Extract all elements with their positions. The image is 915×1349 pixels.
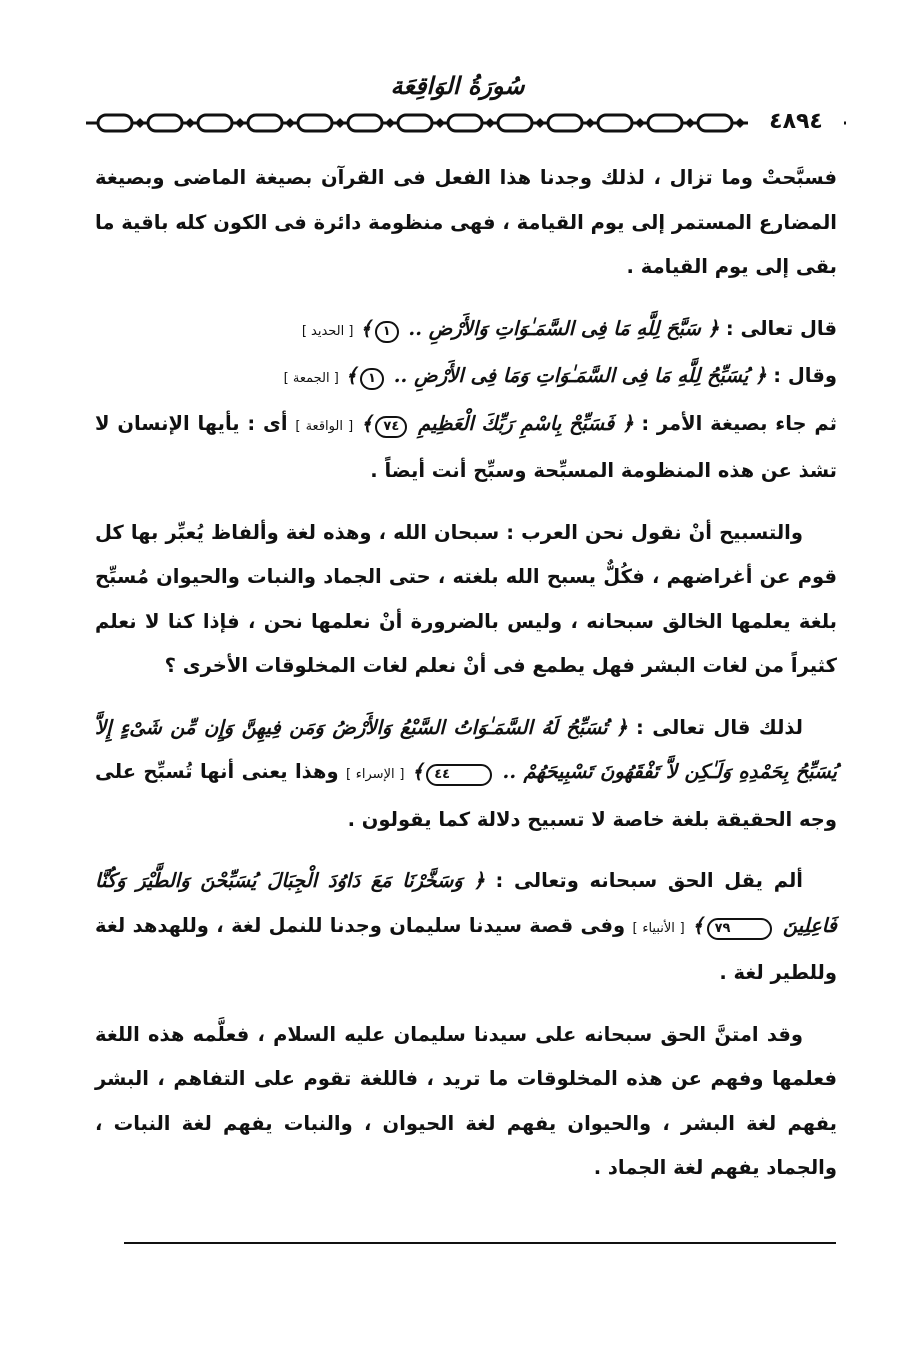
verse-line-2: [284, 364, 837, 387]
verse-line-1: [302, 317, 837, 340]
surah-reference: [ الحديد ]: [301, 323, 354, 339]
paragraph-text: والتسبيح أنْ نقول نحن العرب : سبحان الله ، وهذه لغة وألفاظ يُعبِّر بها كل قوم عن أغراضهم ، فكُلٌّ يسبح الله بلغته ، حتى الجماد والنبات والحيوان مُسبِّح بلغة يعلمها الخالق سبحانه ، وليس بالضرورة أنْ نعلمها نحن ، فإذا كنا لا نعلم كثيراً من لغات البشر فهل يطمع فى أنْ نعلم لغات المخلوقات الأخرى ؟: [95, 520, 837, 677]
intro-text: ألم يقل الحق سبحانه وتعالى :: [484, 869, 803, 892]
intro-text: وقال :: [766, 364, 837, 387]
surah-title: سُورَةُ الوَاقِعَة: [390, 71, 525, 100]
commentary-text: وهذا يعنى أنها تُسبِّح على وجه الحقيقة بلغة خاصة لا تسبيح دلالة كما يقولون .: [95, 760, 837, 831]
paragraph-6: [95, 1013, 837, 1191]
quran-verse: ﴿ يُسَبِّحُ لِلَّهِ مَا فِى السَّمَـٰوَاتِ وَمَا فِى الأَرْضِ ..: [393, 364, 767, 387]
verse-number: ١: [360, 368, 384, 390]
verse-number: ٤٤: [426, 764, 492, 786]
paragraph-text: فسبَّحتْ وما تزال ، لذلك وجدنا هذا الفعل فى القرآن بصيغة الماضى وبصيغة المضارع المستمر إلى يوم القيامة ، فهى منظومة دائرة فى الكون كله باقية ما بقى إلى يوم القيامة .: [95, 166, 837, 278]
quran-verse: ﴿ تُسَبِّحُ لَهُ السَّمَـٰوَاتُ السَّبْعُ وَالأَرْضُ وَمَن فِيهِنَّ وَإِن مِّن شَىْءٍ إِلاَّ يُسَبِّحُ بِحَمْدِهِ وَلَـٰكِن لاَّ تَفْقَهُونَ تَسْبِيحَهُمْ ..: [95, 715, 837, 783]
quran-verse: ﴿ فَسَبِّحْ بِاسْمِ رَبِّكَ الْعَظِيمِ: [418, 411, 634, 435]
intro-text: قال تعالى :: [719, 316, 837, 340]
quran-verse: ﴿ وَسَخَّرْنَا مَعَ دَاوُدَ الْجِبَالَ يُسَبِّحْنَ وَالطَّيْرَ وَكُنَّا فَاعِلِينَ: [95, 869, 837, 937]
surah-reference: [ الإسراء ]: [345, 767, 405, 782]
verse-number: ٧٩: [707, 918, 773, 940]
verse-bracket: ﴾: [345, 364, 358, 387]
verse-bracket: ﴾: [360, 411, 373, 435]
verse-bracket: ﴾: [360, 316, 372, 340]
intro-text: ثم جاء بصيغة الأمر :: [633, 411, 838, 435]
surah-reference: [ الجمعة ]: [283, 371, 339, 386]
footer-divider: [124, 1242, 836, 1244]
surah-reference: [ الواقعة ]: [295, 418, 354, 434]
body-text: [95, 156, 837, 1208]
paragraph-text: وقد امتنَّ الحق سبحانه على سيدنا سليمان عليه السلام ، فعلَّمه هذه اللغة فعلمها وفهم عن هذه المخلوقات ما تريد ، فاللغة تقوم على التفاهم ، البشر يفهم لغة البشر ، والحيوان يفهم لغة الحيوان ، والنبات يفهم لغة النبات ، والجماد يفهم لغة الجماد .: [95, 1022, 837, 1179]
paragraph-3: [95, 511, 837, 689]
ornamental-header-band: [86, 108, 846, 138]
intro-text: لذلك قال تعالى :: [627, 715, 803, 739]
verse-number: ٧٤: [375, 416, 407, 438]
chain-ornament-icon: [86, 108, 846, 138]
paragraph-5: [95, 859, 837, 996]
paragraph-4: [95, 706, 837, 843]
page-number: ٤٨٩٤: [748, 105, 844, 139]
quran-verse: ﴿ سَبَّحَ لِلَّهِ مَا فِى السَّمَـٰوَاتِ وَالأَرْضِ ..: [408, 316, 720, 340]
surah-reference: [ الأنبياء ]: [632, 920, 685, 936]
verse-line-3: [95, 412, 837, 483]
commentary-text: أى : يأيها الإنسان لا تشذ عن هذه المنظومة المسبِّحة وسبِّح أنت أيضاً .: [95, 411, 837, 482]
paragraph-2: [95, 307, 837, 494]
commentary-text: وفى قصة سيدنا سليمان وجدنا للنمل لغة ، وللهدهد لغة وللطير لغة .: [95, 913, 837, 984]
paragraph-1: [95, 156, 837, 290]
verse-bracket: ﴾: [411, 760, 424, 783]
verse-number: ١: [375, 321, 399, 343]
verse-bracket: ﴾: [692, 913, 704, 937]
